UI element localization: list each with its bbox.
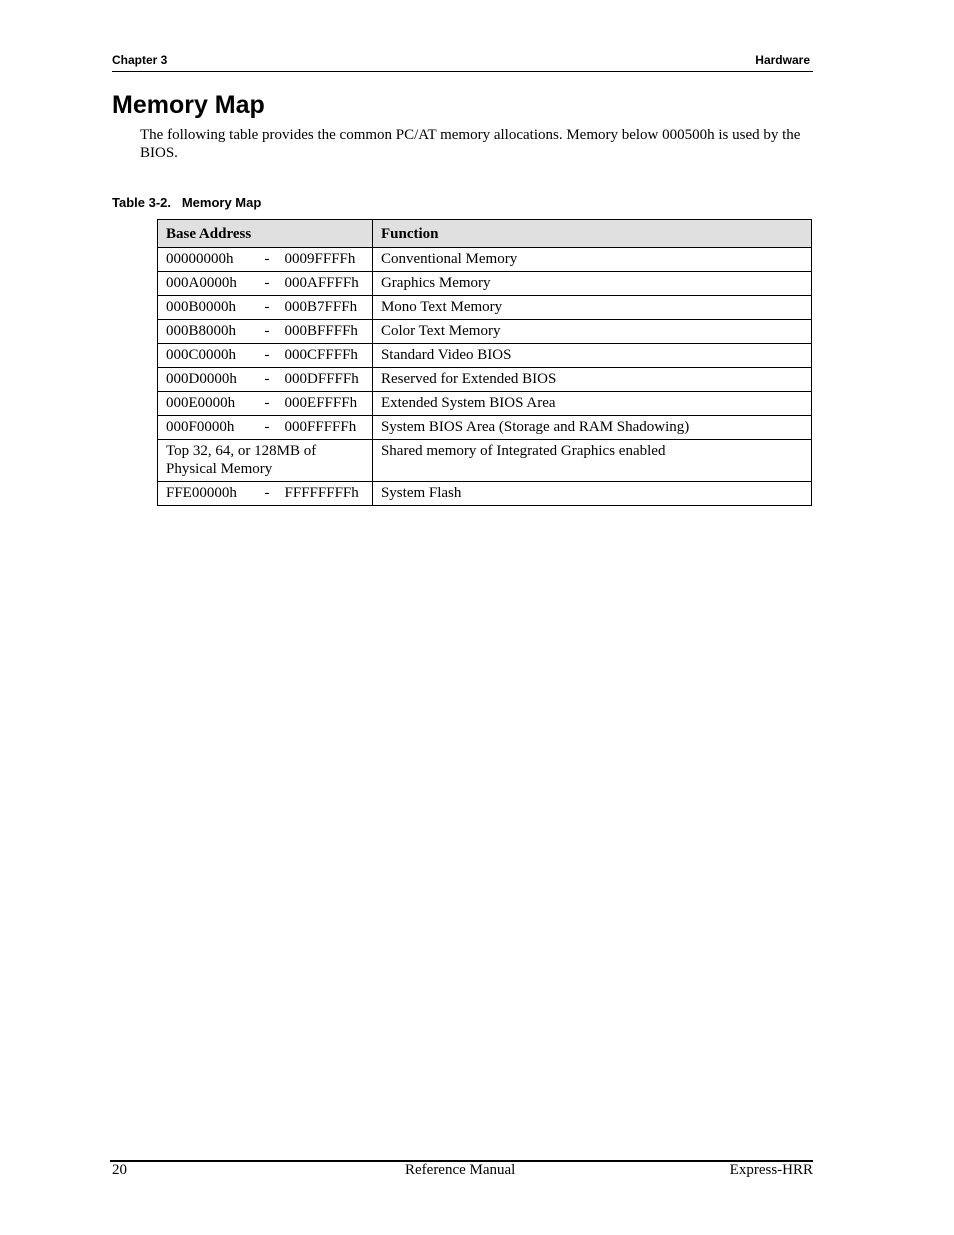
end-address: 000EFFFFh [284, 395, 358, 411]
table-header-row [158, 220, 812, 248]
end-address: 000BFFFFh [284, 323, 358, 339]
manual-name: Reference Manual [405, 1162, 516, 1178]
table-row [158, 392, 812, 416]
table-row [158, 344, 812, 368]
range-dash: - [264, 371, 270, 387]
range-dash: - [264, 275, 270, 291]
start-address-cell: 000E0000h [158, 392, 277, 416]
memory-map-table [157, 219, 812, 506]
range-dash: - [264, 251, 270, 267]
end-address: FFFFFFFFh [284, 485, 359, 501]
address-cell: Top 32, 64, or 128MB of Physical Memory [158, 440, 373, 482]
end-address: 000B7FFFh [284, 299, 358, 315]
function-cell: Conventional Memory [372, 248, 811, 272]
end-address: 0009FFFFh [284, 251, 356, 267]
end-address: 000FFFFFh [284, 419, 357, 435]
start-address-cell: 000C0000h [158, 344, 277, 368]
end-address-cell [264, 416, 373, 440]
range-dash: - [264, 323, 270, 339]
table-row [158, 482, 812, 506]
page-number: 20 [112, 1162, 127, 1178]
end-address: 000DFFFFh [284, 371, 359, 387]
function-cell: System BIOS Area (Storage and RAM Shadowing) [372, 416, 811, 440]
section-label: Hardware [755, 53, 810, 67]
start-address-cell: 000D0000h [158, 368, 277, 392]
merged-row [158, 440, 812, 482]
end-address-cell [264, 272, 373, 296]
end-address-cell [264, 368, 373, 392]
product-name: Express-HRR [729, 1162, 813, 1178]
table-row [158, 416, 812, 440]
end-address: 000AFFFFh [284, 275, 359, 291]
start-address-cell: 000B0000h [158, 296, 277, 320]
end-address-cell [264, 296, 373, 320]
range-dash: - [264, 299, 270, 315]
start-address-cell: 00000000h [158, 248, 277, 272]
chapter-label: Chapter 3 [112, 53, 168, 67]
table-body [158, 248, 812, 506]
page-title: Memory Map [112, 91, 265, 119]
function-cell: Mono Text Memory [372, 296, 811, 320]
function-cell: Graphics Memory [372, 272, 811, 296]
header-function: Function [372, 220, 811, 248]
end-address-cell [264, 482, 373, 506]
function-cell: Standard Video BIOS [372, 344, 811, 368]
range-dash: - [264, 347, 270, 363]
intro-paragraph: The following table provides the common PC/AT memory allocations. Memory below 000500h is used by the BIOS. [140, 127, 801, 161]
start-address-cell: 000A0000h [158, 272, 277, 296]
page-footer [110, 1160, 813, 1184]
start-address-cell: 000F0000h [158, 416, 277, 440]
range-dash: - [264, 419, 270, 435]
table-row [158, 320, 812, 344]
function-cell: Color Text Memory [372, 320, 811, 344]
range-dash: - [264, 395, 270, 411]
table-row [158, 248, 812, 272]
table-row [158, 296, 812, 320]
range-dash: - [264, 485, 270, 501]
table-caption: Table 3-2. Memory Map [112, 195, 262, 210]
table-row [158, 368, 812, 392]
start-address-cell: FFE00000h [158, 482, 277, 506]
page-header [112, 52, 813, 72]
start-address-cell: 000B8000h [158, 320, 277, 344]
end-address-cell [264, 320, 373, 344]
function-cell: Shared memory of Integrated Graphics enabled [372, 440, 811, 482]
header-base-address: Base Address [158, 220, 373, 248]
end-address-cell [264, 392, 373, 416]
function-cell: System Flash [372, 482, 811, 506]
function-cell: Extended System BIOS Area [372, 392, 811, 416]
table-row [158, 272, 812, 296]
end-address-cell [264, 248, 373, 272]
function-cell: Reserved for Extended BIOS [372, 368, 811, 392]
end-address-cell [264, 344, 373, 368]
end-address: 000CFFFFh [284, 347, 358, 363]
